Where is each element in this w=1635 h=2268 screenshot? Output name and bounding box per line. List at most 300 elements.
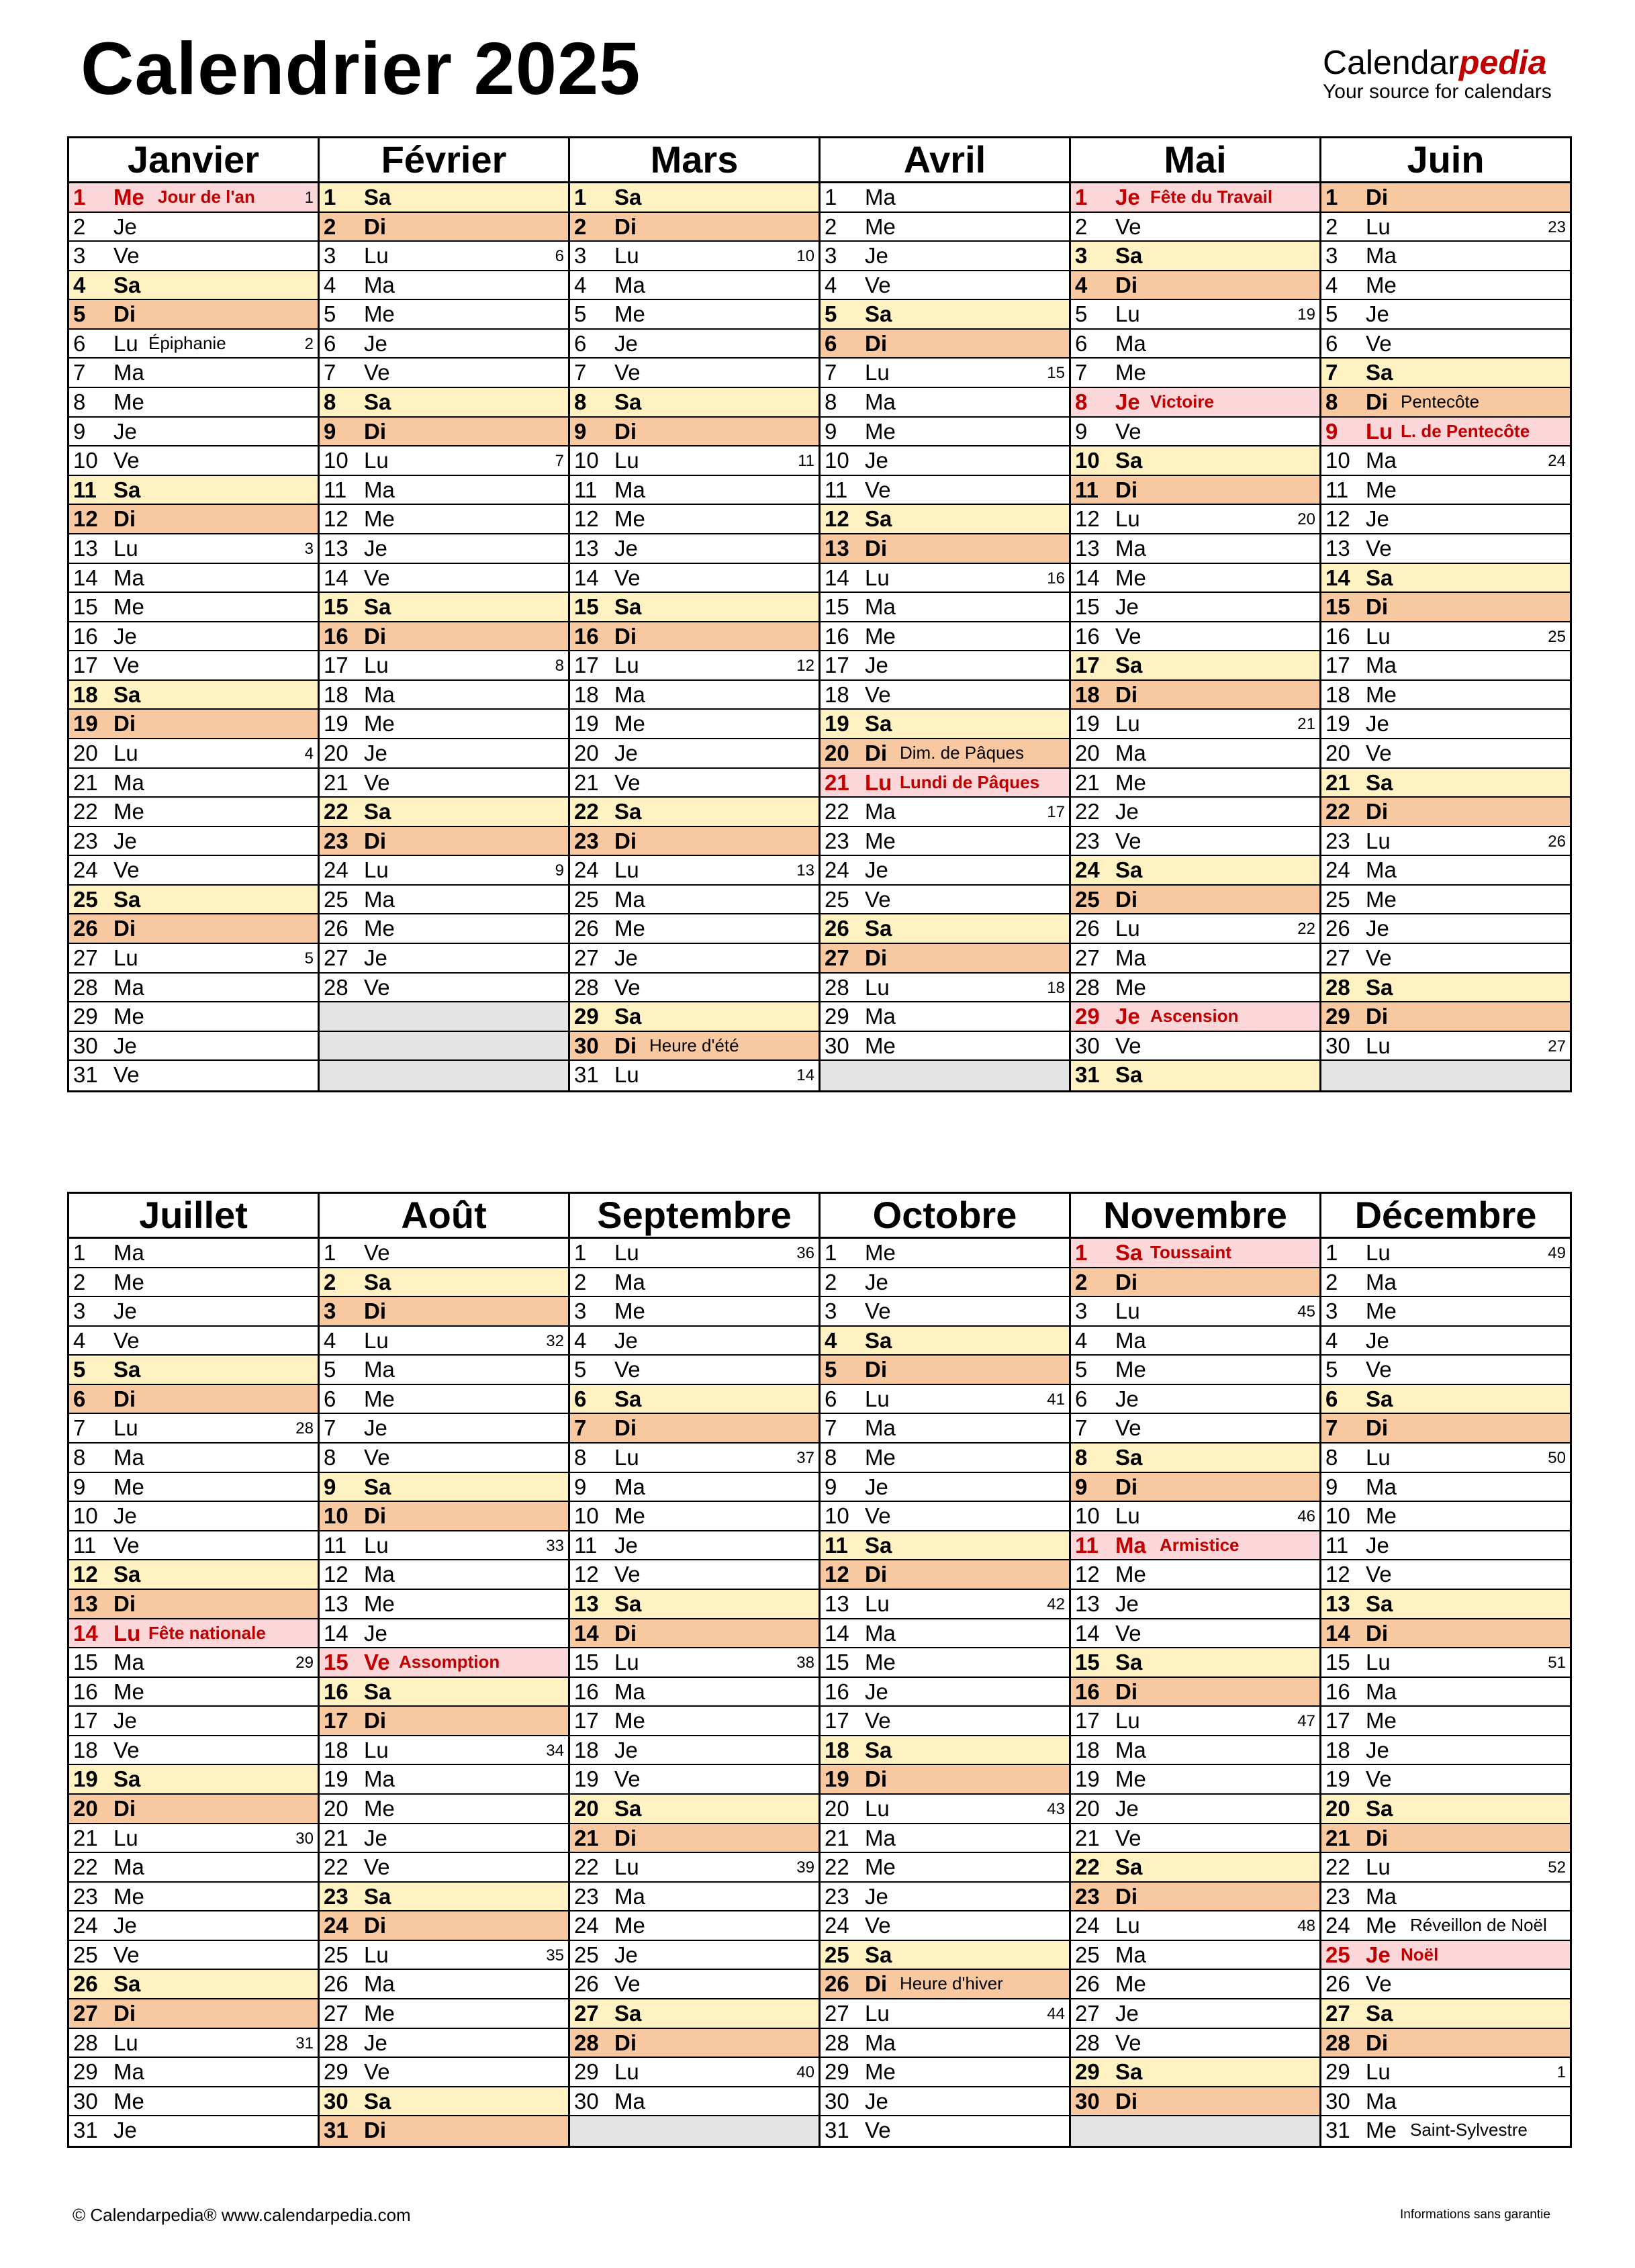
day-number: 21 bbox=[73, 1825, 98, 1850]
weekday-abbr: Me bbox=[1115, 769, 1146, 795]
weekday-abbr: Je bbox=[364, 1825, 387, 1850]
calendar-first-half bbox=[67, 136, 1570, 1092]
day-row bbox=[69, 739, 318, 769]
weekday-abbr: Sa bbox=[865, 711, 892, 737]
day-number: 7 bbox=[574, 1415, 587, 1441]
empty-day-cell bbox=[1321, 1061, 1570, 1090]
day-number: 28 bbox=[574, 974, 599, 1000]
weekday-abbr: Sa bbox=[364, 2088, 391, 2114]
day-row bbox=[1321, 856, 1570, 886]
weekday-abbr: Di bbox=[614, 623, 637, 649]
day-number: 19 bbox=[825, 711, 849, 737]
day-number: 27 bbox=[324, 2001, 348, 2026]
day-row bbox=[821, 1385, 1069, 1415]
weekday-abbr: Di bbox=[1115, 1474, 1137, 1499]
calendar-second-half bbox=[67, 1192, 1570, 2148]
day-number: 5 bbox=[73, 301, 86, 327]
day-row bbox=[1321, 446, 1570, 476]
weekday-abbr: Me bbox=[1115, 1766, 1146, 1792]
day-number: 30 bbox=[574, 1033, 599, 1058]
day-number: 29 bbox=[825, 2059, 849, 2085]
day-row bbox=[821, 1502, 1069, 1531]
weekday-abbr: Sa bbox=[1366, 1591, 1393, 1616]
day-row bbox=[570, 1795, 819, 1824]
weekday-abbr: Lu bbox=[865, 360, 890, 385]
weekday-abbr: Sa bbox=[364, 1269, 391, 1294]
day-number: 27 bbox=[1325, 945, 1350, 971]
weekday-abbr: Me bbox=[614, 1708, 645, 1734]
day-number: 4 bbox=[574, 1327, 587, 1353]
day-row bbox=[1071, 1648, 1319, 1678]
weekday-abbr: Lu bbox=[113, 330, 138, 356]
weekday-abbr: Ma bbox=[614, 2088, 645, 2114]
month-days bbox=[67, 183, 320, 1092]
day-number: 3 bbox=[1075, 1298, 1088, 1324]
weekday-abbr: Je bbox=[1366, 711, 1389, 737]
day-number: 18 bbox=[1075, 1737, 1100, 1762]
day-number: 12 bbox=[574, 506, 599, 532]
day-number: 29 bbox=[1325, 1004, 1350, 1029]
day-number: 5 bbox=[1075, 1357, 1088, 1382]
day-row bbox=[320, 446, 568, 476]
weekday-abbr: Lu bbox=[614, 1240, 639, 1265]
day-number: 2 bbox=[825, 214, 837, 239]
weekday-abbr: Me bbox=[614, 1503, 645, 1529]
day-number: 8 bbox=[574, 1445, 587, 1470]
day-row bbox=[320, 886, 568, 915]
day-number: 20 bbox=[1075, 740, 1100, 765]
day-row bbox=[69, 1736, 318, 1766]
weekday-abbr: Di bbox=[1366, 185, 1388, 209]
day-number: 30 bbox=[825, 2088, 849, 2114]
week-number: 49 bbox=[1548, 1244, 1566, 1262]
day-row bbox=[69, 1473, 318, 1503]
weekday-abbr: Di bbox=[865, 740, 887, 765]
day-row bbox=[320, 1911, 568, 1941]
day-number: 16 bbox=[825, 623, 849, 649]
day-row bbox=[570, 1356, 819, 1385]
day-row bbox=[320, 2029, 568, 2059]
day-row bbox=[570, 1707, 819, 1736]
day-number: 6 bbox=[825, 1386, 837, 1411]
day-row bbox=[821, 183, 1069, 213]
day-number: 15 bbox=[1325, 1650, 1350, 1675]
day-number: 28 bbox=[574, 2030, 599, 2055]
day-number: 11 bbox=[825, 1532, 848, 1558]
day-row bbox=[1321, 1999, 1570, 2029]
day-number: 25 bbox=[825, 1942, 849, 1967]
weekday-abbr: Ma bbox=[113, 1445, 144, 1470]
day-row bbox=[821, 681, 1069, 710]
day-number: 19 bbox=[73, 711, 98, 737]
empty-day-cell bbox=[570, 2116, 819, 2146]
weekday-abbr: Sa bbox=[1366, 2001, 1393, 2026]
day-row bbox=[570, 1502, 819, 1531]
day-number: 22 bbox=[324, 1854, 348, 1880]
day-number: 21 bbox=[1325, 1825, 1350, 1850]
day-number: 27 bbox=[1325, 2001, 1350, 2026]
weekday-abbr: Je bbox=[614, 330, 638, 356]
weekday-abbr: Sa bbox=[614, 594, 642, 620]
day-number: 6 bbox=[1325, 330, 1338, 356]
day-row bbox=[1071, 1531, 1319, 1561]
day-number: 14 bbox=[574, 565, 599, 590]
weekday-abbr: Lu bbox=[1366, 1854, 1391, 1880]
day-row bbox=[570, 739, 819, 769]
weekday-abbr: Ma bbox=[113, 1240, 144, 1265]
day-number: 17 bbox=[574, 653, 599, 678]
weekday-abbr: Sa bbox=[1115, 1240, 1143, 1265]
weekday-abbr: Lu bbox=[113, 1415, 138, 1441]
weekday-abbr: Me bbox=[113, 389, 144, 415]
weekday-abbr: Ma bbox=[614, 681, 645, 707]
day-number: 15 bbox=[324, 594, 348, 620]
weekday-abbr: Di bbox=[614, 828, 637, 853]
day-row bbox=[69, 1824, 318, 1854]
day-row bbox=[1321, 622, 1570, 652]
day-number: 10 bbox=[1075, 448, 1100, 473]
day-number: 2 bbox=[324, 214, 336, 239]
weekday-abbr: Sa bbox=[1366, 1386, 1393, 1411]
day-row bbox=[1321, 1502, 1570, 1531]
day-row bbox=[570, 1385, 819, 1415]
day-row bbox=[1321, 1531, 1570, 1561]
day-row bbox=[821, 388, 1069, 418]
weekday-abbr: Ve bbox=[113, 448, 140, 473]
weekday-abbr: Sa bbox=[614, 389, 642, 415]
day-row bbox=[1071, 1795, 1319, 1824]
weekday-abbr: Je bbox=[1115, 1386, 1139, 1411]
day-row bbox=[1321, 1853, 1570, 1883]
weekday-abbr: Me bbox=[1115, 565, 1146, 590]
day-row bbox=[320, 2116, 568, 2146]
weekday-abbr: Di bbox=[1115, 1269, 1137, 1294]
weekday-abbr: Ve bbox=[364, 769, 390, 795]
empty-day-cell bbox=[821, 1061, 1069, 1090]
day-row bbox=[320, 183, 568, 213]
month-name: Octobre bbox=[819, 1192, 1071, 1239]
day-number: 23 bbox=[574, 1883, 599, 1909]
day-row bbox=[821, 534, 1069, 564]
weekday-abbr: Lu bbox=[614, 653, 639, 678]
weekday-abbr: Ve bbox=[364, 2059, 390, 2085]
week-number: 35 bbox=[546, 1946, 564, 1965]
weekday-abbr: Lu bbox=[364, 857, 389, 883]
day-row bbox=[1071, 710, 1319, 739]
day-number: 1 bbox=[1075, 1240, 1088, 1265]
day-number: 21 bbox=[1075, 769, 1100, 795]
holiday-label: Lundi de Pâques bbox=[900, 771, 1040, 792]
day-row bbox=[320, 1707, 568, 1736]
day-row bbox=[320, 242, 568, 271]
day-number: 10 bbox=[1325, 448, 1350, 473]
day-row bbox=[69, 271, 318, 301]
day-row bbox=[69, 1061, 318, 1090]
day-row bbox=[69, 505, 318, 534]
day-row bbox=[320, 1736, 568, 1766]
day-number: 20 bbox=[73, 740, 98, 765]
week-number: 15 bbox=[1047, 364, 1065, 383]
weekday-abbr: Lu bbox=[1366, 828, 1391, 853]
day-row bbox=[570, 359, 819, 388]
day-number: 26 bbox=[1325, 916, 1350, 941]
weekday-abbr: Ve bbox=[364, 1854, 390, 1880]
day-row bbox=[821, 1414, 1069, 1444]
day-number: 17 bbox=[324, 1708, 348, 1734]
day-number: 14 bbox=[1325, 565, 1350, 590]
day-row bbox=[320, 1678, 568, 1707]
day-row bbox=[320, 1502, 568, 1531]
weekday-abbr: Me bbox=[364, 1795, 395, 1821]
weekday-abbr: Me bbox=[1366, 1298, 1397, 1324]
weekday-abbr: Je bbox=[364, 2030, 387, 2055]
month-août bbox=[318, 1192, 568, 2148]
month-days bbox=[1319, 183, 1572, 1092]
day-number: 20 bbox=[574, 740, 599, 765]
day-row bbox=[69, 1590, 318, 1619]
day-row bbox=[1071, 1999, 1319, 2029]
weekday-abbr: Di bbox=[865, 945, 887, 971]
day-row bbox=[1071, 944, 1319, 974]
day-number: 8 bbox=[324, 1445, 336, 1470]
weekday-abbr: Di bbox=[1366, 594, 1388, 620]
day-number: 29 bbox=[574, 1004, 599, 1029]
day-number: 14 bbox=[324, 1620, 348, 1646]
week-number: 4 bbox=[304, 744, 314, 763]
weekday-abbr: Di bbox=[614, 214, 637, 239]
day-number: 18 bbox=[1325, 1737, 1350, 1762]
week-number: 32 bbox=[546, 1331, 564, 1350]
holiday-label: Ascension bbox=[1150, 1006, 1239, 1027]
day-number: 9 bbox=[1325, 418, 1338, 444]
day-number: 14 bbox=[324, 565, 348, 590]
day-row bbox=[570, 1531, 819, 1561]
day-number: 21 bbox=[1325, 769, 1350, 795]
weekday-abbr: Ve bbox=[1115, 1415, 1141, 1441]
day-number: 30 bbox=[73, 2088, 98, 2114]
day-number: 21 bbox=[574, 1825, 599, 1850]
day-row bbox=[69, 1970, 318, 1999]
day-row bbox=[821, 242, 1069, 271]
month-days bbox=[1319, 1239, 1572, 2148]
weekday-abbr: Ma bbox=[1366, 653, 1397, 678]
day-number: 19 bbox=[1075, 711, 1100, 737]
day-row bbox=[320, 681, 568, 710]
day-row bbox=[320, 1531, 568, 1561]
week-number: 42 bbox=[1047, 1595, 1065, 1613]
day-number: 3 bbox=[324, 1298, 336, 1324]
week-number: 16 bbox=[1047, 569, 1065, 587]
day-number: 8 bbox=[825, 389, 837, 415]
empty-day-cell bbox=[1071, 2116, 1319, 2146]
weekday-abbr: Me bbox=[865, 1650, 896, 1675]
weekday-abbr: Di bbox=[1366, 1620, 1388, 1646]
month-juillet bbox=[67, 1192, 318, 2148]
day-row bbox=[570, 271, 819, 301]
weekday-abbr: Ve bbox=[614, 1357, 641, 1382]
day-number: 7 bbox=[1325, 1415, 1338, 1441]
week-number: 1 bbox=[1556, 2063, 1566, 2082]
weekday-abbr: Ve bbox=[865, 1503, 891, 1529]
week-number: 21 bbox=[1297, 715, 1315, 734]
month-octobre bbox=[819, 1192, 1069, 2148]
day-row bbox=[570, 1736, 819, 1766]
day-row bbox=[1071, 1911, 1319, 1941]
day-number: 3 bbox=[1325, 243, 1338, 269]
day-row bbox=[1321, 388, 1570, 418]
weekday-abbr: Ve bbox=[1115, 623, 1141, 649]
weekday-abbr: Ve bbox=[614, 1971, 641, 1997]
day-row bbox=[1321, 2116, 1570, 2146]
day-number: 28 bbox=[73, 2030, 98, 2055]
week-number: 12 bbox=[796, 657, 814, 675]
day-number: 1 bbox=[1075, 185, 1088, 209]
day-number: 15 bbox=[574, 1650, 599, 1675]
weekday-abbr: Ve bbox=[865, 272, 891, 297]
weekday-abbr: Me bbox=[364, 916, 395, 941]
day-row bbox=[1321, 1560, 1570, 1590]
day-row bbox=[1321, 1444, 1570, 1473]
weekday-abbr: Ve bbox=[614, 769, 641, 795]
weekday-abbr: Sa bbox=[113, 477, 141, 502]
day-row bbox=[1071, 622, 1319, 652]
weekday-abbr: Lu bbox=[865, 1795, 890, 1821]
day-number: 14 bbox=[1075, 565, 1100, 590]
weekday-abbr: Me bbox=[865, 2059, 896, 2085]
day-row bbox=[1321, 827, 1570, 857]
day-number: 30 bbox=[1075, 2088, 1100, 2114]
day-row bbox=[320, 1619, 568, 1649]
weekday-abbr: Sa bbox=[113, 681, 141, 707]
day-number: 17 bbox=[1325, 653, 1350, 678]
day-row bbox=[69, 1619, 318, 1649]
brand-name-part1: Calendar bbox=[1323, 44, 1459, 81]
weekday-abbr: Sa bbox=[1115, 1650, 1143, 1675]
day-number: 24 bbox=[574, 857, 599, 883]
day-number: 28 bbox=[324, 2030, 348, 2055]
weekday-abbr: Ve bbox=[614, 974, 641, 1000]
month-name: Mars bbox=[568, 136, 821, 183]
day-number: 18 bbox=[1325, 681, 1350, 707]
day-row bbox=[570, 1560, 819, 1590]
day-row bbox=[69, 2058, 318, 2087]
day-number: 22 bbox=[324, 799, 348, 824]
weekday-abbr: Di bbox=[1366, 2030, 1388, 2055]
weekday-abbr: Lu bbox=[1115, 1298, 1140, 1324]
day-number: 1 bbox=[324, 1240, 336, 1265]
day-row bbox=[1071, 388, 1319, 418]
day-number: 31 bbox=[73, 1062, 98, 1088]
day-number: 22 bbox=[574, 1854, 599, 1880]
day-row bbox=[320, 914, 568, 944]
day-number: 25 bbox=[1075, 1942, 1100, 1967]
weekday-abbr: Je bbox=[1366, 1327, 1389, 1353]
weekday-abbr: Me bbox=[1115, 1357, 1146, 1382]
weekday-abbr: Di bbox=[364, 828, 386, 853]
day-row bbox=[821, 651, 1069, 681]
day-number: 3 bbox=[1075, 243, 1088, 269]
weekday-abbr: Ma bbox=[1366, 448, 1397, 473]
day-row bbox=[570, 1911, 819, 1941]
weekday-abbr: Me bbox=[865, 418, 896, 444]
day-row bbox=[1321, 1970, 1570, 1999]
day-row bbox=[69, 1560, 318, 1590]
month-name: Septembre bbox=[568, 1192, 821, 1239]
weekday-abbr: Lu bbox=[1366, 1445, 1391, 1470]
weekday-abbr: Ma bbox=[614, 1474, 645, 1499]
day-row bbox=[570, 1444, 819, 1473]
weekday-abbr: Sa bbox=[1366, 360, 1393, 385]
weekday-abbr: Di bbox=[113, 301, 136, 327]
day-row bbox=[570, 914, 819, 944]
day-number: 1 bbox=[73, 185, 86, 209]
weekday-abbr: Me bbox=[614, 1298, 645, 1324]
day-number: 11 bbox=[825, 477, 848, 502]
day-number: 2 bbox=[1075, 214, 1088, 239]
weekday-abbr: Sa bbox=[865, 1327, 892, 1353]
day-row bbox=[320, 1648, 568, 1678]
weekday-abbr: Sa bbox=[1366, 1795, 1393, 1821]
weekday-abbr: Di bbox=[113, 916, 136, 941]
day-number: 10 bbox=[324, 1503, 348, 1529]
day-row bbox=[570, 974, 819, 1003]
day-row bbox=[570, 213, 819, 242]
day-row bbox=[821, 1883, 1069, 1912]
weekday-abbr: Di bbox=[364, 1913, 386, 1938]
day-row bbox=[320, 1795, 568, 1824]
day-row bbox=[69, 1911, 318, 1941]
weekday-abbr: Sa bbox=[614, 2001, 642, 2026]
weekday-abbr: Sa bbox=[364, 594, 391, 620]
weekday-abbr: Di bbox=[865, 1357, 887, 1382]
day-row bbox=[1321, 1795, 1570, 1824]
holiday-label: Armistice bbox=[1160, 1534, 1240, 1555]
weekday-abbr: Me bbox=[1115, 360, 1146, 385]
weekday-abbr: Je bbox=[1115, 799, 1139, 824]
day-number: 10 bbox=[73, 1503, 98, 1529]
day-number: 11 bbox=[324, 1532, 347, 1558]
day-row bbox=[570, 1002, 819, 1032]
day-row bbox=[570, 1032, 819, 1061]
day-row bbox=[1321, 944, 1570, 974]
week-number: 8 bbox=[555, 657, 564, 675]
day-row bbox=[1321, 1032, 1570, 1061]
month-janvier bbox=[67, 136, 318, 1092]
month-days bbox=[67, 1239, 320, 2148]
day-number: 9 bbox=[574, 418, 587, 444]
empty-day-cell bbox=[320, 1032, 568, 1061]
weekday-abbr: Ma bbox=[113, 974, 144, 1000]
weekday-abbr: Di bbox=[113, 1795, 136, 1821]
day-number: 29 bbox=[1075, 1004, 1100, 1029]
weekday-abbr: Ma bbox=[1366, 243, 1397, 269]
weekday-abbr: Lu bbox=[113, 535, 138, 561]
weekday-abbr: Ve bbox=[1366, 535, 1392, 561]
day-row bbox=[570, 1590, 819, 1619]
day-number: 14 bbox=[825, 565, 849, 590]
day-number: 31 bbox=[1325, 2118, 1350, 2143]
day-number: 17 bbox=[825, 653, 849, 678]
day-row bbox=[570, 1327, 819, 1356]
month-name: Avril bbox=[819, 136, 1071, 183]
weekday-abbr: Je bbox=[364, 740, 387, 765]
day-number: 18 bbox=[73, 681, 98, 707]
day-row bbox=[570, 798, 819, 827]
weekday-abbr: Je bbox=[1366, 1737, 1389, 1762]
day-number: 4 bbox=[1325, 272, 1338, 297]
day-number: 26 bbox=[1075, 916, 1100, 941]
weekday-abbr: Ve bbox=[1366, 945, 1392, 971]
